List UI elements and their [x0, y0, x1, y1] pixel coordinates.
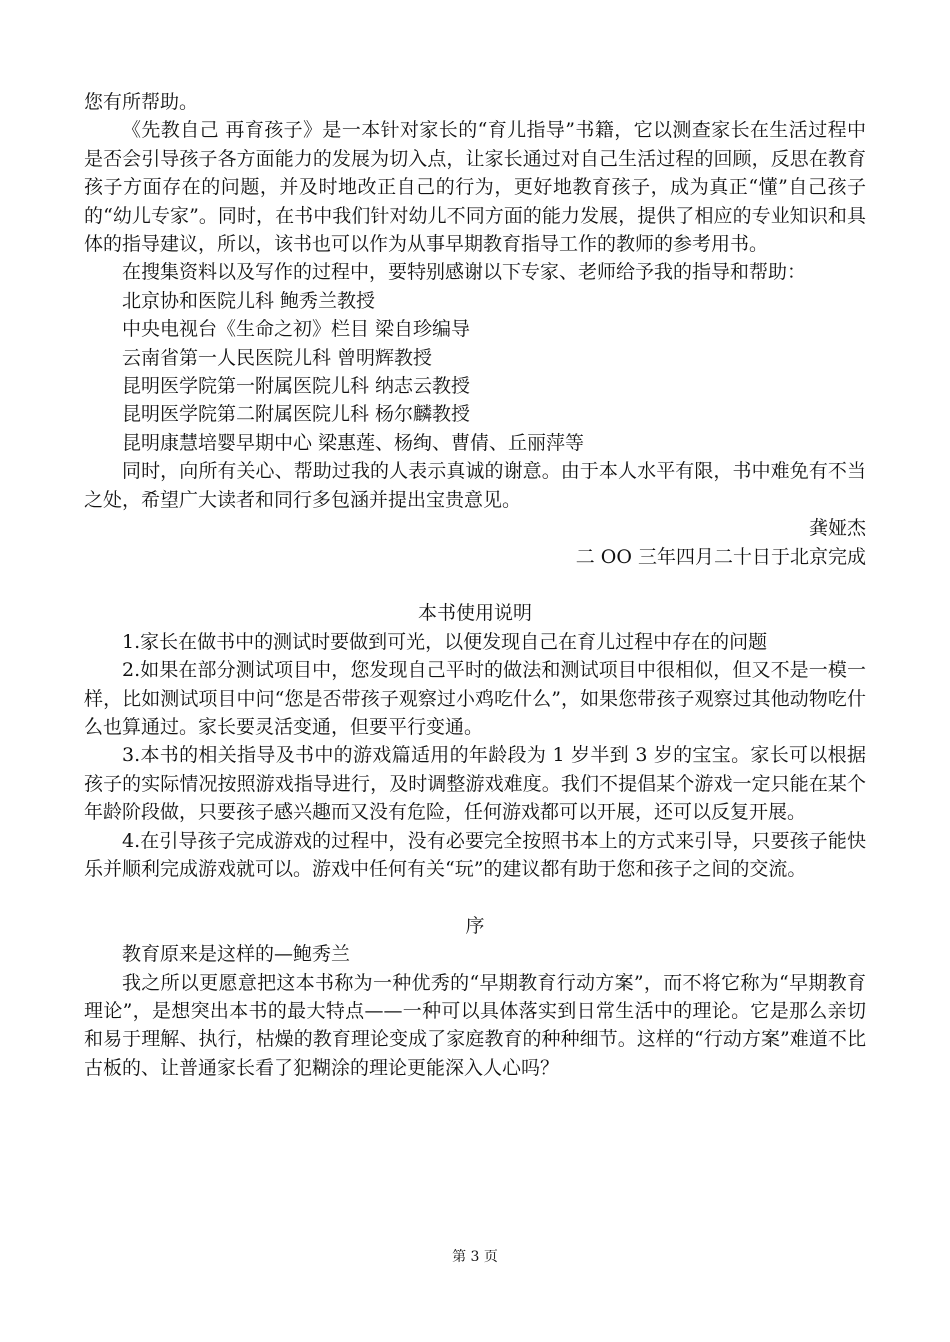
thanks-paragraph: 在搜集资料以及写作的过程中，要特别感谢以下专家、老师给予我的指导和帮助： [122, 261, 807, 284]
completion-date: 二 OO 三年四月二十日于北京完成 [575, 545, 866, 568]
acknowledgement-item: 昆明医学院第一附属医院儿科 纳志云教授 [122, 375, 471, 398]
page-number: 第 3 页 [452, 1249, 498, 1265]
preface-title: 序 [465, 914, 485, 937]
preface-subtitle: 教育原来是这样的—鲍秀兰 [122, 943, 351, 966]
section-spacer [84, 883, 866, 911]
acknowledgement-item: 北京协和医院儿科 鲍秀兰教授 [122, 289, 376, 312]
usage-item: 4.在引导孩子完成游戏的过程中，没有必要完全按照书本上的方式来引导，只要孩子能快乐并顺利完成游戏就可以。游戏中任何有关“玩”的建议都有助于您和孩子之间的交流。 [84, 829, 866, 880]
acknowledgement-item: 云南省第一人民医院儿科 曾明辉教授 [122, 346, 433, 369]
usage-item: 3.本书的相关指导及书中的游戏篇适用的年龄段为 1 岁半到 3 岁的宝宝。家长可以根据孩子的实际情况按照游戏指导进行，及时调整游戏难度。我们不提倡某个游戏一定只能在某个年龄阶段做，只要孩子感兴趣而又没有危险，任何游戏都可以开展，还可以反复开展。 [84, 744, 866, 824]
document-page [84, 88, 866, 1082]
preface-paragraph: 我之所以更愿意把这本书称为一种优秀的“早期教育行动方案”，而不将它称为“早期教育理论”，是想突出本书的最大特点——一种可以具体落实到日常生活中的理论。它是那么亲切和易于理解、执行，枯燥的教育理论变成了家庭教育的种种细节。这样的“行动方案”难道不比古板的、让普通家长看了犯糊涂的理论更能深入人心吗？ [84, 971, 866, 1079]
closing-paragraph: 同时，向所有关心、帮助过我的人表示真诚的谢意。由于本人水平有限，书中难免有不当之处，希望广大读者和同行多包涵并提出宝贵意见。 [84, 460, 866, 511]
acknowledgement-item: 昆明医学院第二附属医院儿科 杨尔麟教授 [122, 403, 471, 426]
usage-item: 1.家长在做书中的测试时要做到可光，以便发现自己在育儿过程中存在的问题 [122, 630, 768, 653]
intro-continuation: 您有所帮助。 [84, 91, 199, 113]
author-signature: 龚娅杰 [808, 517, 866, 540]
usage-item: 2.如果在部分测试项目中，您发现自己平时的做法和测试项目中很相似，但又不是一模一样，比如测试项目中问“您是否带孩子观察过小鸡吃什么”，如果您带孩子观察过其他动物吃什么也算通过。家长要灵活变通，但要平行变通。 [84, 659, 866, 738]
usage-section-title: 本书使用说明 [417, 602, 532, 625]
acknowledgement-item: 昆明康慧培婴早期中心 梁惠莲、杨绚、曹倩、丘丽萍等 [122, 431, 585, 454]
section-spacer [84, 571, 866, 599]
intro-paragraph: 《先教自己 再育孩子》是一本针对家长的“育儿指导”书籍，它以测查家长在生活过程中是否会引导孩子各方面能力的发展为切入点，让家长通过对自己生活过程的回顾，反思在教育孩子方面存在的问题，并及时地改正自己的行为，更好地教育孩子，成为真正“懂”自己孩子的“幼儿专家”。同时，在书中我们针对幼儿不同方面的能力发展，提供了相应的专业知识和具体的指导建议，所以，该书也可以作为从事早期教育指导工作的教师的参考用书。 [84, 119, 866, 256]
acknowledgement-item: 中央电视台《生命之初》栏目 梁自珍编导 [122, 318, 471, 341]
